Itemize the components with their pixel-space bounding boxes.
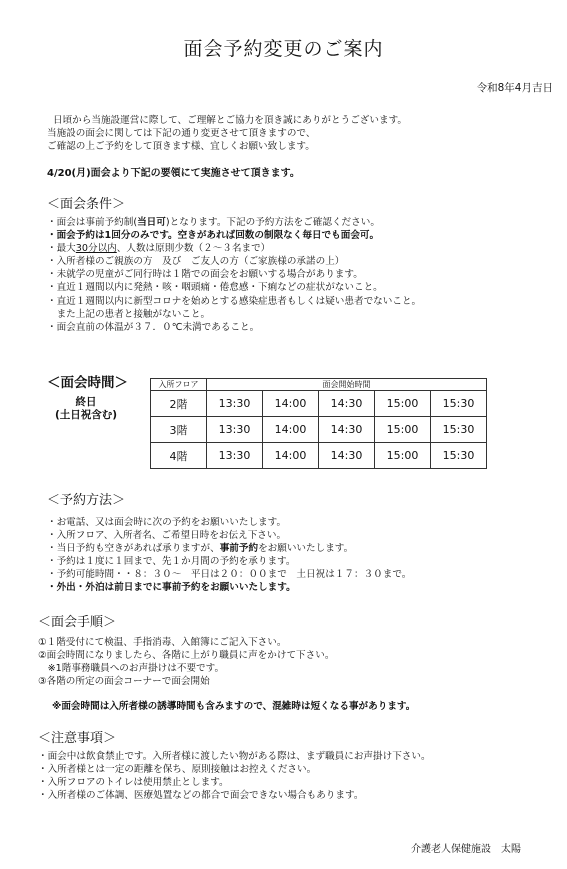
intro-line: 日頃から当施設運営に際して、ご理解とご協力を頂き誠にありがとうございます。 [53, 115, 408, 126]
table-row [151, 443, 487, 469]
list-item: ①１階受付にて検温、手指消毒、入館簿にご記入下さい。 [38, 637, 287, 648]
procedure-heading: ＜面会手順＞ [38, 615, 117, 630]
days-label [47, 396, 125, 422]
list-item: ・直近１週間以内に新型コロナを始めとする感染症患者もしくは疑い患者でないこと。 [47, 295, 422, 307]
page-title: 面会予約変更のご案内 [183, 38, 384, 60]
list-item: また上記の患者と接触がないこと。 [47, 308, 211, 320]
time-cell: 13:30 [207, 391, 263, 417]
time-cell: 14:00 [263, 443, 319, 469]
days-label-main: 終日 [75, 396, 97, 408]
time-cell: 13:30 [207, 443, 263, 469]
list-item: ・予約可能時間・・８：３０～ 平日は２０：００まで 土日祝は１７：３０まで。 [47, 569, 412, 581]
list-item: ・入所者様のご親族の方 及び ご友人の方（ご家族様の承諾の上） [47, 256, 345, 268]
time-cell: 15:30 [431, 417, 487, 443]
method-heading: ＜予約方法＞ [47, 493, 126, 508]
floor-header: 入所フロア [151, 379, 207, 391]
floor-cell: 3階 [151, 417, 207, 443]
list-item: ③各階の所定の面会コーナーで面会開始 [38, 676, 210, 688]
schedule-table [150, 378, 487, 469]
list-item: ・予約は１度に１回まで、先１か月間の予約を承ります。 [47, 556, 296, 568]
table-header-row [151, 379, 487, 391]
conditions-list [47, 216, 421, 334]
time-cell: 15:00 [375, 443, 431, 469]
implementation-notice: 4/20(月)面会より下記の要領にて実施させて頂きます。 [47, 168, 300, 179]
method-list [47, 516, 411, 595]
list-item: ・最大30分以内、人数は原則少数（２～３名まで） [47, 243, 271, 255]
intro-line: 当施設の面会に関しては下記の通り変更させて頂きますので、 [47, 128, 316, 139]
intro-line: ご確認の上ご予約をして頂きます様、宜しくお願い致します。 [47, 141, 315, 152]
time-cell: 14:30 [319, 443, 375, 469]
time-cell: 15:00 [375, 417, 431, 443]
time-cell: 14:00 [263, 391, 319, 417]
table-row [151, 391, 487, 417]
list-item: ・面会直前の体温が３７．０℃未満であること。 [47, 321, 260, 333]
conditions-heading: ＜面会条件＞ [47, 197, 126, 212]
issue-date: 令和8年4月吉日 [476, 82, 553, 94]
table-row [151, 417, 487, 443]
facility-name: 介護老人保健施設 太陽 [411, 844, 521, 855]
procedure-note: ※面会時間は入所者様の誘導時間も含みますので、混雑時は短くなる事があります。 [52, 701, 416, 712]
list-item: ・お電話、又は面会時に次の予約をお願いいたします。 [47, 517, 287, 528]
time-cell: 14:30 [319, 417, 375, 443]
list-item: ・面会中は飲食禁止です。入所者様に渡したい物がある際は、まず職員にお声掛け下さい。 [38, 751, 431, 762]
floor-cell: 4階 [151, 443, 207, 469]
list-item: ・入所者様とは一定の距離を保ち、原則接触はお控えください。 [38, 764, 317, 776]
time-header: 面会開始時間 [207, 379, 487, 391]
cautions-list [38, 750, 431, 802]
time-cell: 15:30 [431, 443, 487, 469]
list-item: ・入所フロアのトイレは使用禁止とします。 [38, 777, 229, 789]
intro-paragraph [47, 114, 407, 153]
time-cell: 14:30 [319, 391, 375, 417]
list-item: ・面会予約は1回分のみです。空きがあれば回数の制限なく毎日でも面会可。 [47, 230, 380, 242]
list-item: ②面会時間になりましたら、各階に上がり職員に声をかけて下さい。 [38, 650, 335, 662]
time-cell: 13:30 [207, 417, 263, 443]
days-label-sub: (土日祝含む) [54, 409, 118, 421]
cautions-heading: ＜注意事項＞ [38, 731, 117, 746]
list-item: ・入所者様のご体調、医療処置などの都合で面会できない場合もあります。 [38, 790, 364, 802]
list-item: ・当日予約も空きがあれば承りますが、事前予約をお願いいたします。 [47, 543, 354, 555]
list-item: ・外出・外泊は前日までに事前予約をお願いいたします。 [47, 582, 296, 594]
time-cell: 15:00 [375, 391, 431, 417]
list-item: ※1階事務職員へのお声掛けは不要です。 [38, 663, 225, 675]
procedure-list [38, 636, 334, 688]
list-item: ・未就学の児童がご同行時は１階での面会をお願いする場合があります。 [47, 269, 363, 281]
list-item: ・面会は事前予約制(当日可)となります。下記の予約方法をご確認ください。 [47, 217, 380, 228]
list-item: ・入所フロア、入所者名、ご希望日時をお伝え下さい。 [47, 530, 287, 542]
hours-heading: ＜面会時間＞ [47, 375, 128, 391]
floor-cell: 2階 [151, 391, 207, 417]
time-cell: 14:00 [263, 417, 319, 443]
time-cell: 15:30 [431, 391, 487, 417]
list-item: ・直近１週間以内に発熱・咳・咽頭痛・倦怠感・下痢などの症状がないこと。 [47, 282, 383, 294]
